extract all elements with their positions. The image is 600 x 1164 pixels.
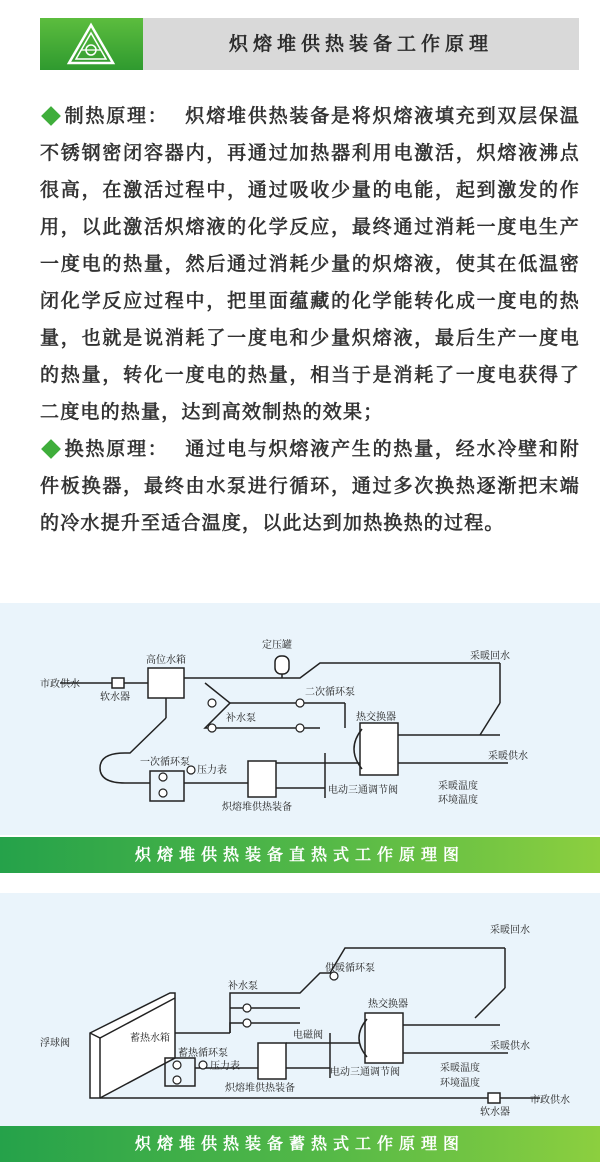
label-heating-supply: 采暖供水 bbox=[490, 1041, 530, 1052]
diamond-bullet-icon bbox=[41, 106, 61, 126]
label-makeup-pump: 补水泵 bbox=[226, 713, 256, 724]
label-heating-supply: 采暖供水 bbox=[488, 751, 528, 762]
logo bbox=[40, 18, 143, 70]
label-storage-tank: 蓄热水箱 bbox=[130, 1033, 170, 1044]
page-title: 炽熔堆供热装备工作原理 bbox=[228, 33, 493, 55]
label-primary-pump: 一次循环泵 bbox=[140, 757, 190, 768]
triangle-logo-icon bbox=[40, 18, 143, 70]
direct-heating-caption: 炽熔堆供热装备直热式工作原理图 bbox=[0, 837, 600, 873]
label-softener: 软水器 bbox=[100, 692, 130, 703]
description-text bbox=[40, 98, 580, 542]
heating-principle-label: 制热原理： bbox=[64, 105, 169, 127]
label-heating-temp: 采暖温度 bbox=[440, 1063, 480, 1074]
heating-principle-text: 炽熔堆供热装备是将炽熔液填充到双层保温不锈钢密闭容器内，再通过加热器利用电激活，炽熔液沸点很高，在激活过程中，通过吸收少量的电能，起到激发的作用，以此激活炽熔液的化学反应，最终通过消耗一度电生产一度电的热量，然后通过消耗少量的炽熔液，使其在低温密闭化学反应过程中，把里面蕴藏的化学能转化成一度电的热量，也就是说消耗了一度电和少量炽熔液，最后生产一度电的热量，转化一度电的热量，相当于是消耗了一度电获得了二度电的热量，达到高效制热的效果； bbox=[40, 105, 580, 423]
storage-heating-diagram bbox=[0, 893, 600, 1126]
label-float-valve: 浮球阀 bbox=[40, 1038, 70, 1049]
exchange-principle-paragraph bbox=[40, 431, 580, 542]
label-heating-return: 采暖回水 bbox=[490, 925, 530, 936]
heating-principle-paragraph bbox=[40, 98, 580, 431]
exchange-principle-label: 换热原理： bbox=[64, 438, 169, 460]
direct-heating-schematic bbox=[0, 603, 600, 835]
label-solenoid-valve: 电磁阀 bbox=[293, 1030, 323, 1041]
label-heat-exchanger: 热交换器 bbox=[356, 712, 396, 723]
label-pressure-gauge: 压力表 bbox=[210, 1061, 240, 1072]
direct-heating-diagram bbox=[0, 603, 600, 835]
label-heat-exchanger: 热交换器 bbox=[368, 999, 408, 1010]
label-pressurizer: 定压罐 bbox=[262, 640, 292, 651]
label-env-temp: 环境温度 bbox=[438, 795, 478, 806]
label-municipal-water: 市政供水 bbox=[40, 679, 80, 690]
storage-heating-schematic bbox=[0, 893, 600, 1126]
label-high-tank: 高位水箱 bbox=[146, 655, 186, 666]
label-three-way-valve: 电动三通调节阀 bbox=[330, 1067, 400, 1078]
page-header bbox=[0, 18, 600, 70]
exchange-principle-text: 通过电与炽熔液产生的热量，经水冷壁和附件板换器，最终由水泵进行循环，通过多次换热逐渐把末端的冷水提升至适合温度，以此达到加热换热的过程。 bbox=[40, 438, 580, 534]
label-pressure-gauge: 压力表 bbox=[197, 765, 227, 776]
label-env-temp: 环境温度 bbox=[440, 1078, 480, 1089]
label-circulation-pump: 供暖循环泵 bbox=[325, 963, 375, 974]
label-municipal-water: 市政供水 bbox=[530, 1095, 570, 1106]
label-storage-pump: 蓄热循环泵 bbox=[178, 1048, 228, 1059]
storage-heating-caption: 炽熔堆供热装备蓄热式工作原理图 bbox=[0, 1126, 600, 1162]
label-makeup-pump: 补水泵 bbox=[228, 981, 258, 992]
label-device: 炽熔堆供热装备 bbox=[225, 1083, 295, 1094]
label-softener: 软水器 bbox=[480, 1107, 510, 1118]
diamond-bullet-icon bbox=[41, 439, 61, 459]
label-three-way-valve: 电动三通调节阀 bbox=[328, 785, 398, 796]
label-secondary-pump: 二次循环泵 bbox=[305, 687, 355, 698]
label-device: 炽熔堆供热装备 bbox=[222, 802, 292, 813]
label-heating-return: 采暖回水 bbox=[470, 651, 510, 662]
label-heating-temp: 采暖温度 bbox=[438, 781, 478, 792]
